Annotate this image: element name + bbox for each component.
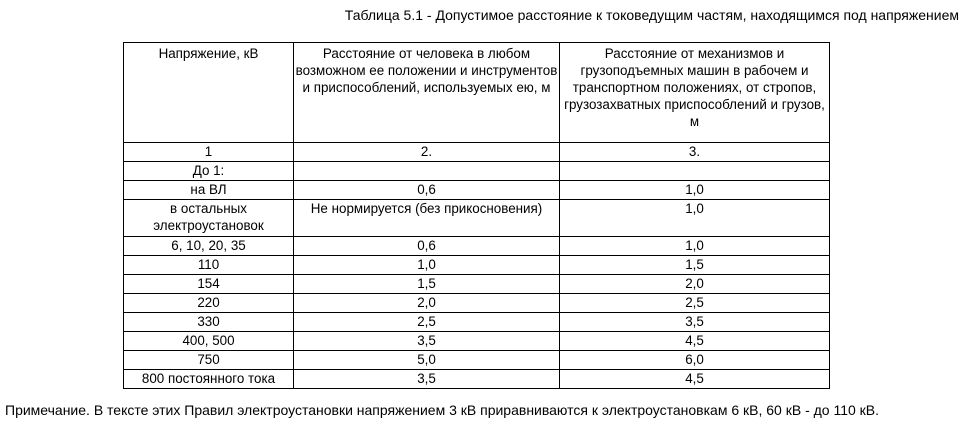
header-voltage: Напряжение, кВ bbox=[124, 43, 294, 143]
cell: 400, 500 bbox=[124, 332, 294, 351]
table-caption: Таблица 5.1 - Допустимое расстояние к токоведущим частям, находящимся под напряжением bbox=[344, 7, 959, 23]
cell: 3. bbox=[560, 143, 830, 162]
cell: 6,0 bbox=[560, 351, 830, 370]
cell: 750 bbox=[124, 351, 294, 370]
cell: 2,5 bbox=[560, 294, 830, 313]
cell bbox=[294, 162, 560, 181]
cell: До 1: bbox=[124, 162, 294, 181]
cell bbox=[560, 162, 830, 181]
table-note: Примечание. В тексте этих Правил электроустановки напряжением 3 кВ приравниваются к электроустановкам 6 кВ, 60 кВ - до 110 кВ. bbox=[5, 402, 880, 418]
cell: 3,5 bbox=[294, 370, 560, 389]
distance-table bbox=[123, 42, 830, 389]
cell: 1 bbox=[124, 143, 294, 162]
cell: 1,0 bbox=[560, 200, 830, 237]
table-row bbox=[124, 237, 830, 256]
cell: 1,0 bbox=[560, 181, 830, 200]
cell: 2,0 bbox=[560, 275, 830, 294]
cell: 220 bbox=[124, 294, 294, 313]
cell: в остальных электроустановок bbox=[124, 200, 294, 237]
cell: 3,5 bbox=[294, 332, 560, 351]
table-row bbox=[124, 332, 830, 351]
cell: 2,5 bbox=[294, 313, 560, 332]
cell: 6, 10, 20, 35 bbox=[124, 237, 294, 256]
cell: 800 постоянного тока bbox=[124, 370, 294, 389]
cell: 154 bbox=[124, 275, 294, 294]
cell: 0,6 bbox=[294, 237, 560, 256]
cell: 4,5 bbox=[560, 370, 830, 389]
header-person-distance: Расстояние от человека в любом возможном ее положении и инструментов и приспособлений, используемых ею, м bbox=[294, 43, 560, 143]
cell: 1,5 bbox=[560, 256, 830, 275]
cell: 5,0 bbox=[294, 351, 560, 370]
cell: 110 bbox=[124, 256, 294, 275]
cell: 4,5 bbox=[560, 332, 830, 351]
cell: 3,5 bbox=[560, 313, 830, 332]
table-row bbox=[124, 181, 830, 200]
table-row bbox=[124, 200, 830, 237]
table-row bbox=[124, 351, 830, 370]
table-row bbox=[124, 275, 830, 294]
cell: 330 bbox=[124, 313, 294, 332]
header-row bbox=[124, 43, 830, 143]
cell: Не нормируется (без прикосновения) bbox=[294, 200, 560, 237]
cell: 2,0 bbox=[294, 294, 560, 313]
header-machine-distance: Расстояние от механизмов и грузоподъемных машин в рабочем и транспортном положениях, от стропов, грузозахватных приспособлений и грузов, м bbox=[560, 43, 830, 143]
cell: 1,0 bbox=[560, 237, 830, 256]
table-row bbox=[124, 162, 830, 181]
table-row bbox=[124, 294, 830, 313]
cell: 2. bbox=[294, 143, 560, 162]
table-row bbox=[124, 313, 830, 332]
table-row bbox=[124, 370, 830, 389]
cell: на ВЛ bbox=[124, 181, 294, 200]
table-row bbox=[124, 256, 830, 275]
cell: 1,0 bbox=[294, 256, 560, 275]
cell: 0,6 bbox=[294, 181, 560, 200]
column-number-row bbox=[124, 143, 830, 162]
cell: 1,5 bbox=[294, 275, 560, 294]
